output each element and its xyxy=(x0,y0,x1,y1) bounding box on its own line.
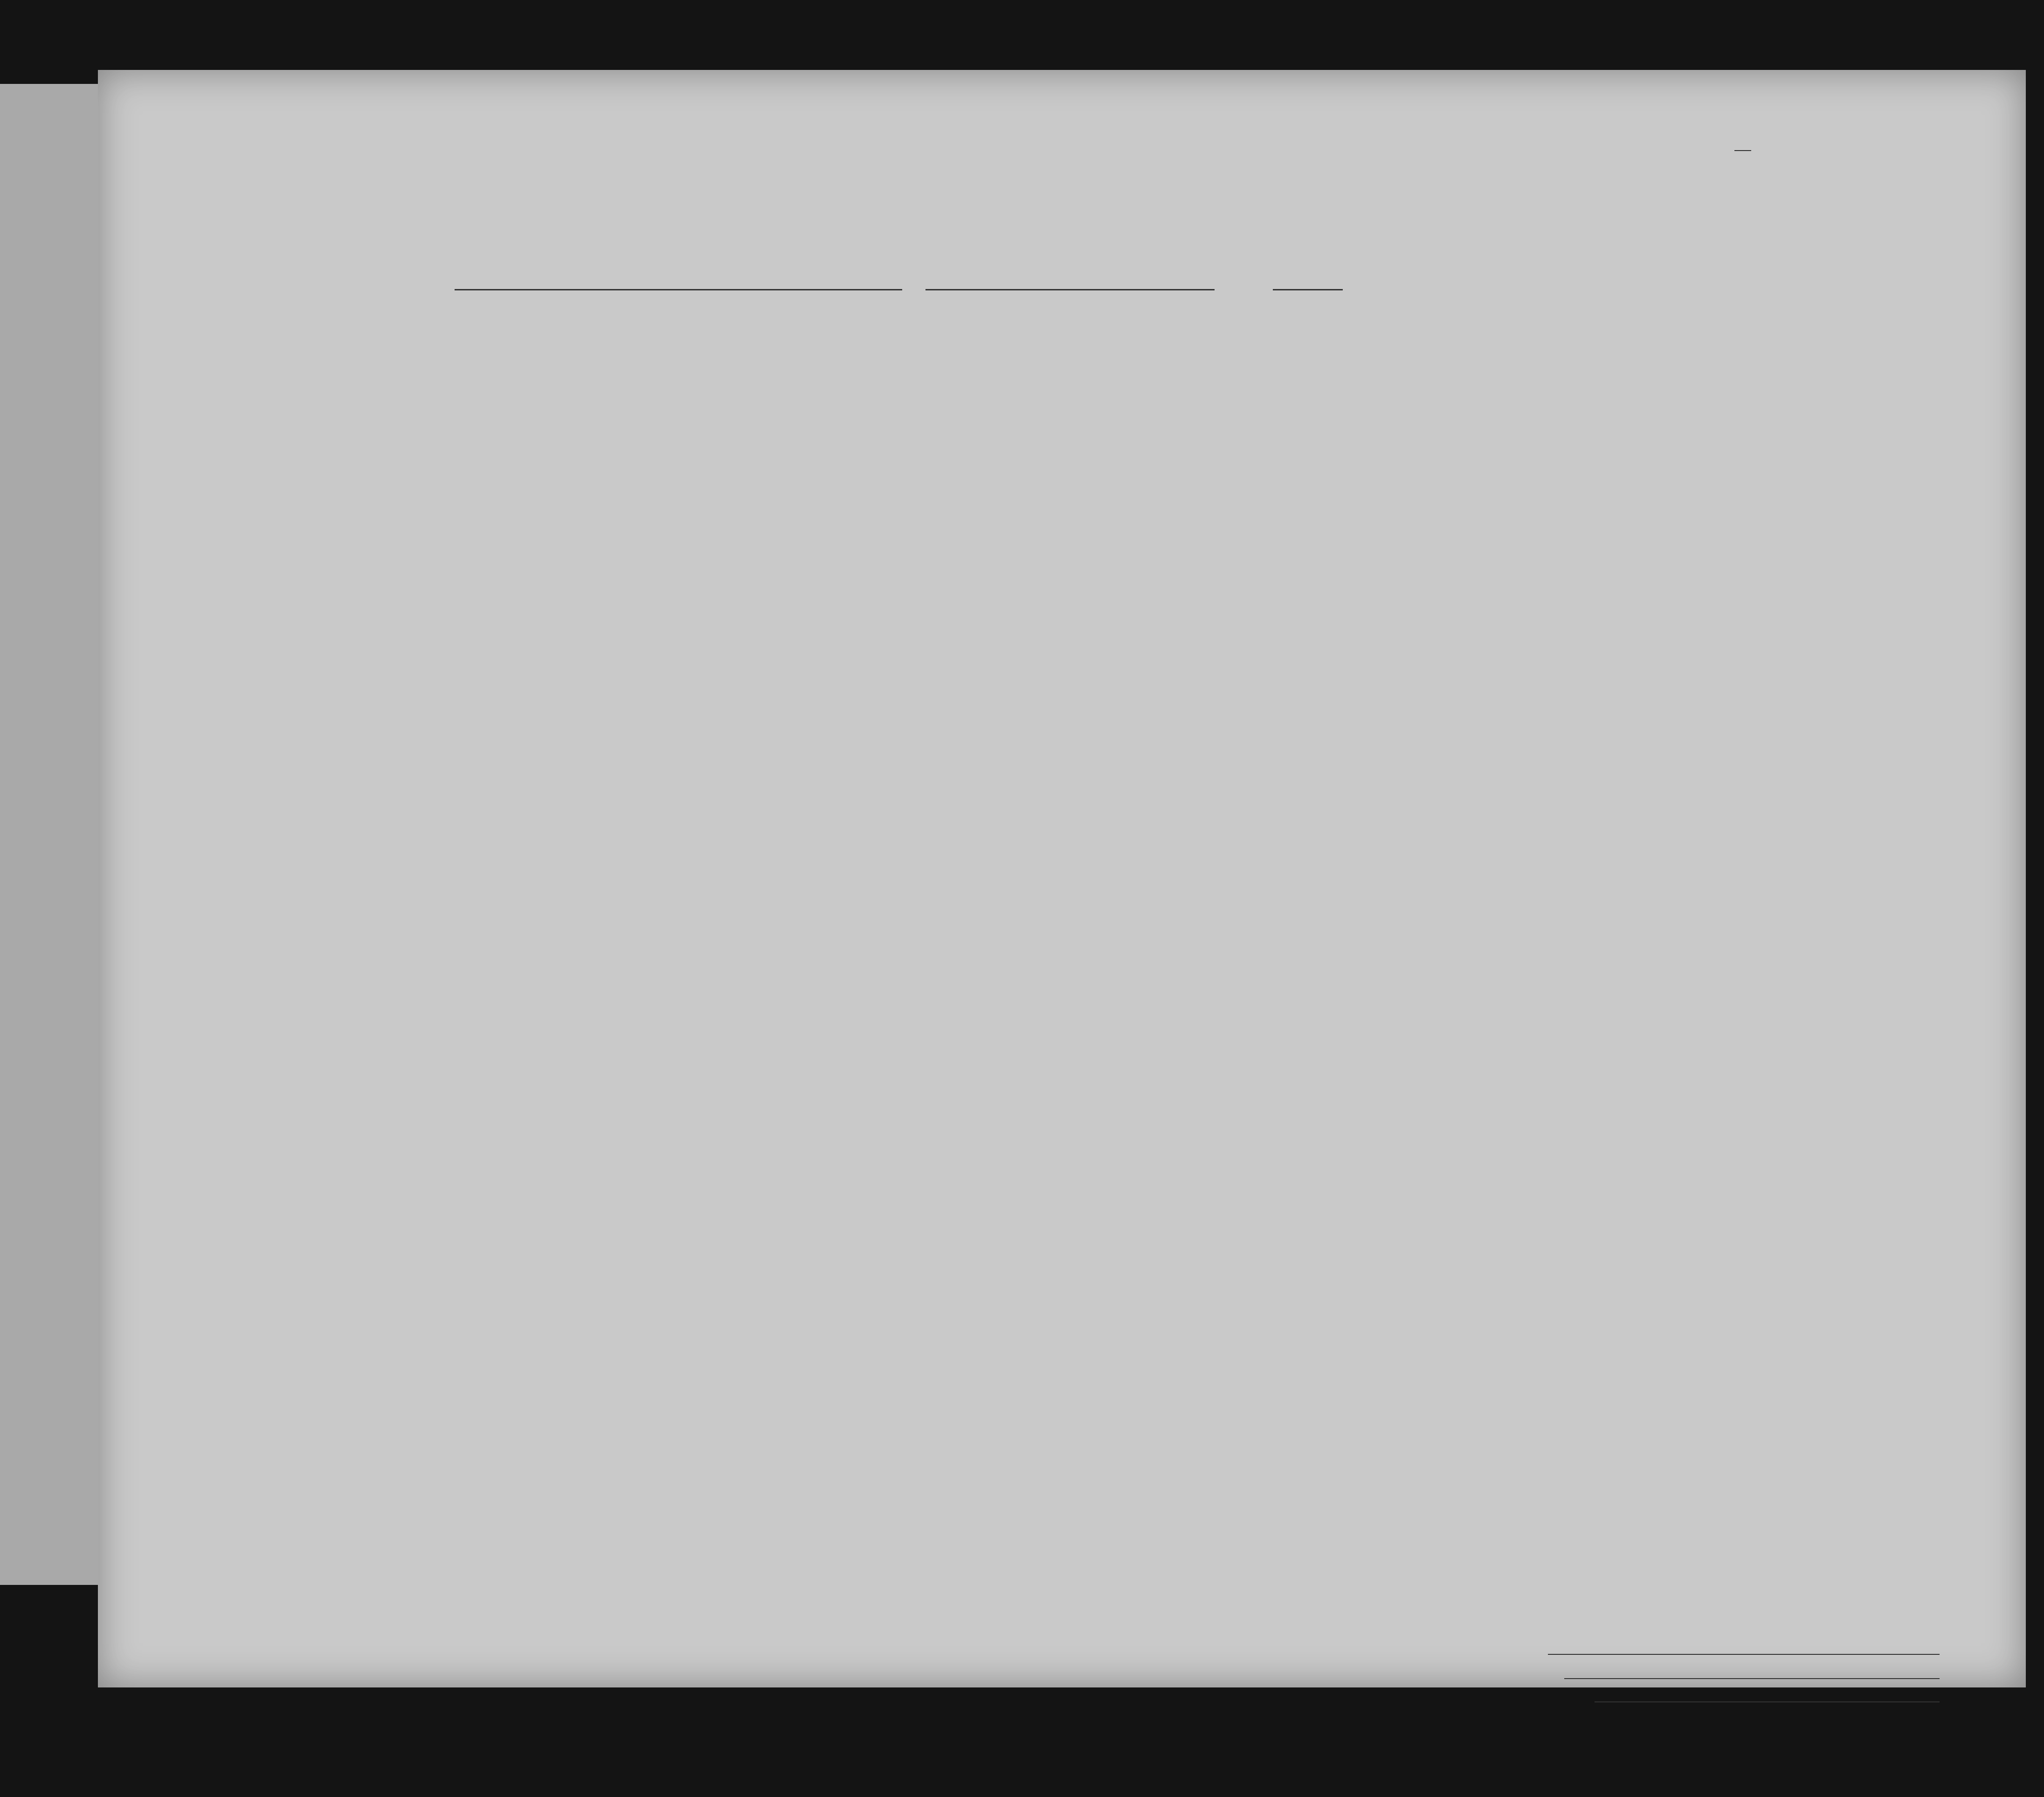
year-underline xyxy=(1273,289,1343,290)
header-passage-paid xyxy=(671,373,765,385)
date-underline xyxy=(925,289,1215,290)
header-final-destination xyxy=(492,343,634,353)
agents-underline xyxy=(1595,1701,1940,1702)
owners-underline xyxy=(1564,1678,1940,1679)
list-label xyxy=(1734,131,1751,151)
line-underline xyxy=(1548,1654,1940,1655)
manifest-sheet xyxy=(98,70,2026,1687)
instructions-text xyxy=(105,140,1643,158)
port-underline xyxy=(455,289,902,290)
list-number xyxy=(1734,136,1751,151)
adjacent-page-strip xyxy=(0,84,98,1585)
